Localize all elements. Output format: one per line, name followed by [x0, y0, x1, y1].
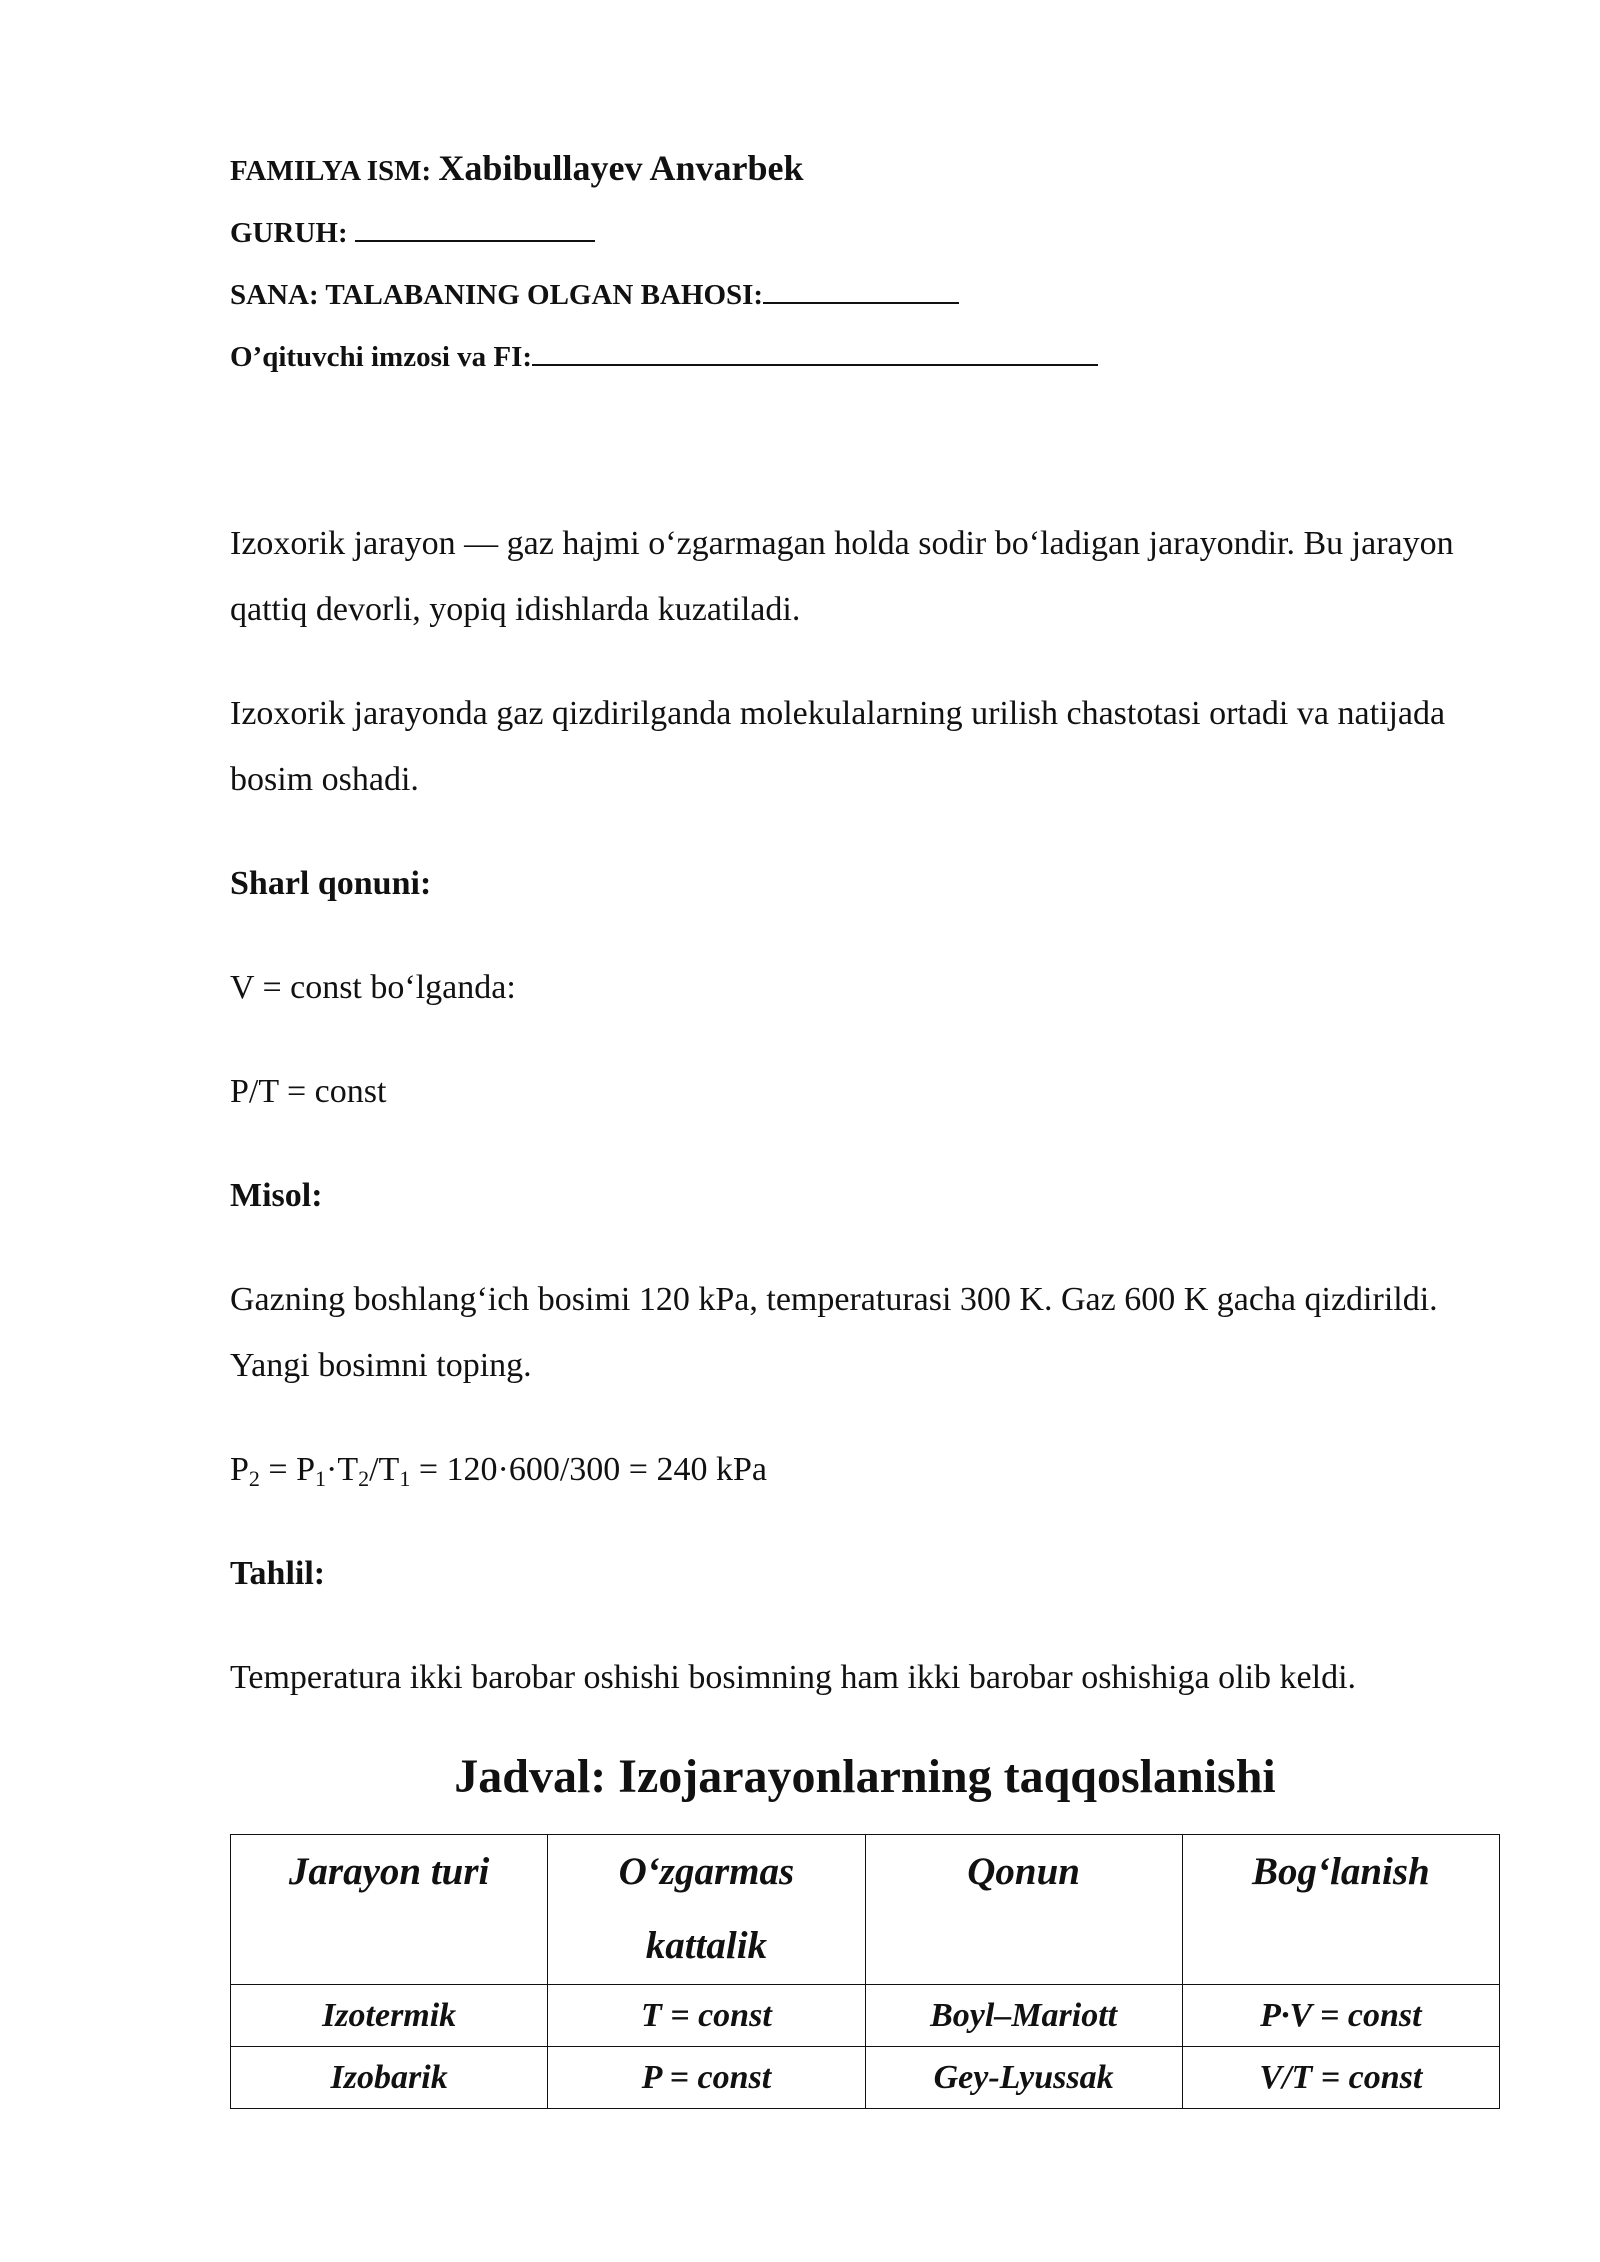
date-grade-label: SANA: TALABANING OLGAN BAHOSI:	[230, 279, 764, 311]
table-title: Jadval: Izojarayonlarning taqqoslanishi	[454, 1750, 1276, 1803]
teacher-blank	[532, 360, 1098, 366]
student-name-line	[230, 150, 1500, 189]
spacer	[230, 401, 1500, 511]
header-law: Qonun	[865, 1835, 1182, 1985]
group-blank	[355, 236, 595, 242]
law-formula: P/T = const	[230, 1073, 387, 1110]
header-constant-quantity: O‘zgarmas kattalik	[548, 1835, 865, 1985]
analysis-text: Temperatura ikki barobar oshishi bosimning ham ikki barobar oshishiga olib keldi.	[230, 1659, 1357, 1696]
table-cell: Gey-Lyussak	[865, 2047, 1182, 2109]
comparison-table	[230, 1834, 1500, 2109]
example-text: Gazning boshlang‘ich bosimi 120 kPa, temperaturasi 300 K. Gaz 600 K gacha qizdirildi. Yangi bosimni toping.	[230, 1281, 1438, 1384]
table-cell: Boyl–Mariott	[865, 1985, 1182, 2047]
table-cell: V/T = const	[1182, 2047, 1499, 2109]
table-row	[231, 2047, 1500, 2109]
paragraph-explanation: Izoxorik jarayonda gaz qizdirilganda molekulalarning urilish chastotasi ortadi va natijada bosim oshadi.	[230, 695, 1446, 798]
group-line	[230, 215, 1500, 251]
header-relation: Bog‘lanish	[1182, 1835, 1499, 1985]
table-cell: Izotermik	[231, 1985, 548, 2047]
table-cell: P = const	[548, 2047, 865, 2109]
solution-formula: $P_2 = P_1\cdot T_2/T_1 = 120\cdot 600/300 = 240$ kPa	[230, 1451, 767, 1491]
student-name: Xabibullayev Anvarbek	[438, 148, 804, 188]
document-content	[230, 150, 1500, 2109]
family-label: FAMILYA ISM:	[230, 155, 432, 187]
table-cell: P·V = const	[1182, 1985, 1499, 2047]
date-grade-line	[230, 277, 1500, 313]
example-heading: Misol:	[230, 1177, 323, 1214]
table-cell: Izobarik	[231, 2047, 548, 2109]
table-header-row	[231, 1835, 1500, 1985]
teacher-label: O’qituvchi imzosi va FI:	[230, 341, 533, 373]
analysis-heading: Tahlil:	[230, 1555, 326, 1592]
paragraph-definition: Izoxorik jarayon — gaz hajmi o‘zgarmagan holda sodir bo‘ladigan jarayondir. Bu jarayon qattiq devorli, yopiq idishlarda kuzatiladi.	[230, 525, 1454, 628]
law-condition: V = const bo‘lganda:	[230, 969, 516, 1006]
law-heading: Sharl qonuni:	[230, 865, 432, 902]
table-row	[231, 1985, 1500, 2047]
header-process-type: Jarayon turi	[231, 1835, 548, 1985]
group-label: GURUH:	[230, 217, 348, 249]
teacher-line	[230, 339, 1500, 375]
table-cell: T = const	[548, 1985, 865, 2047]
grade-blank	[763, 298, 959, 304]
